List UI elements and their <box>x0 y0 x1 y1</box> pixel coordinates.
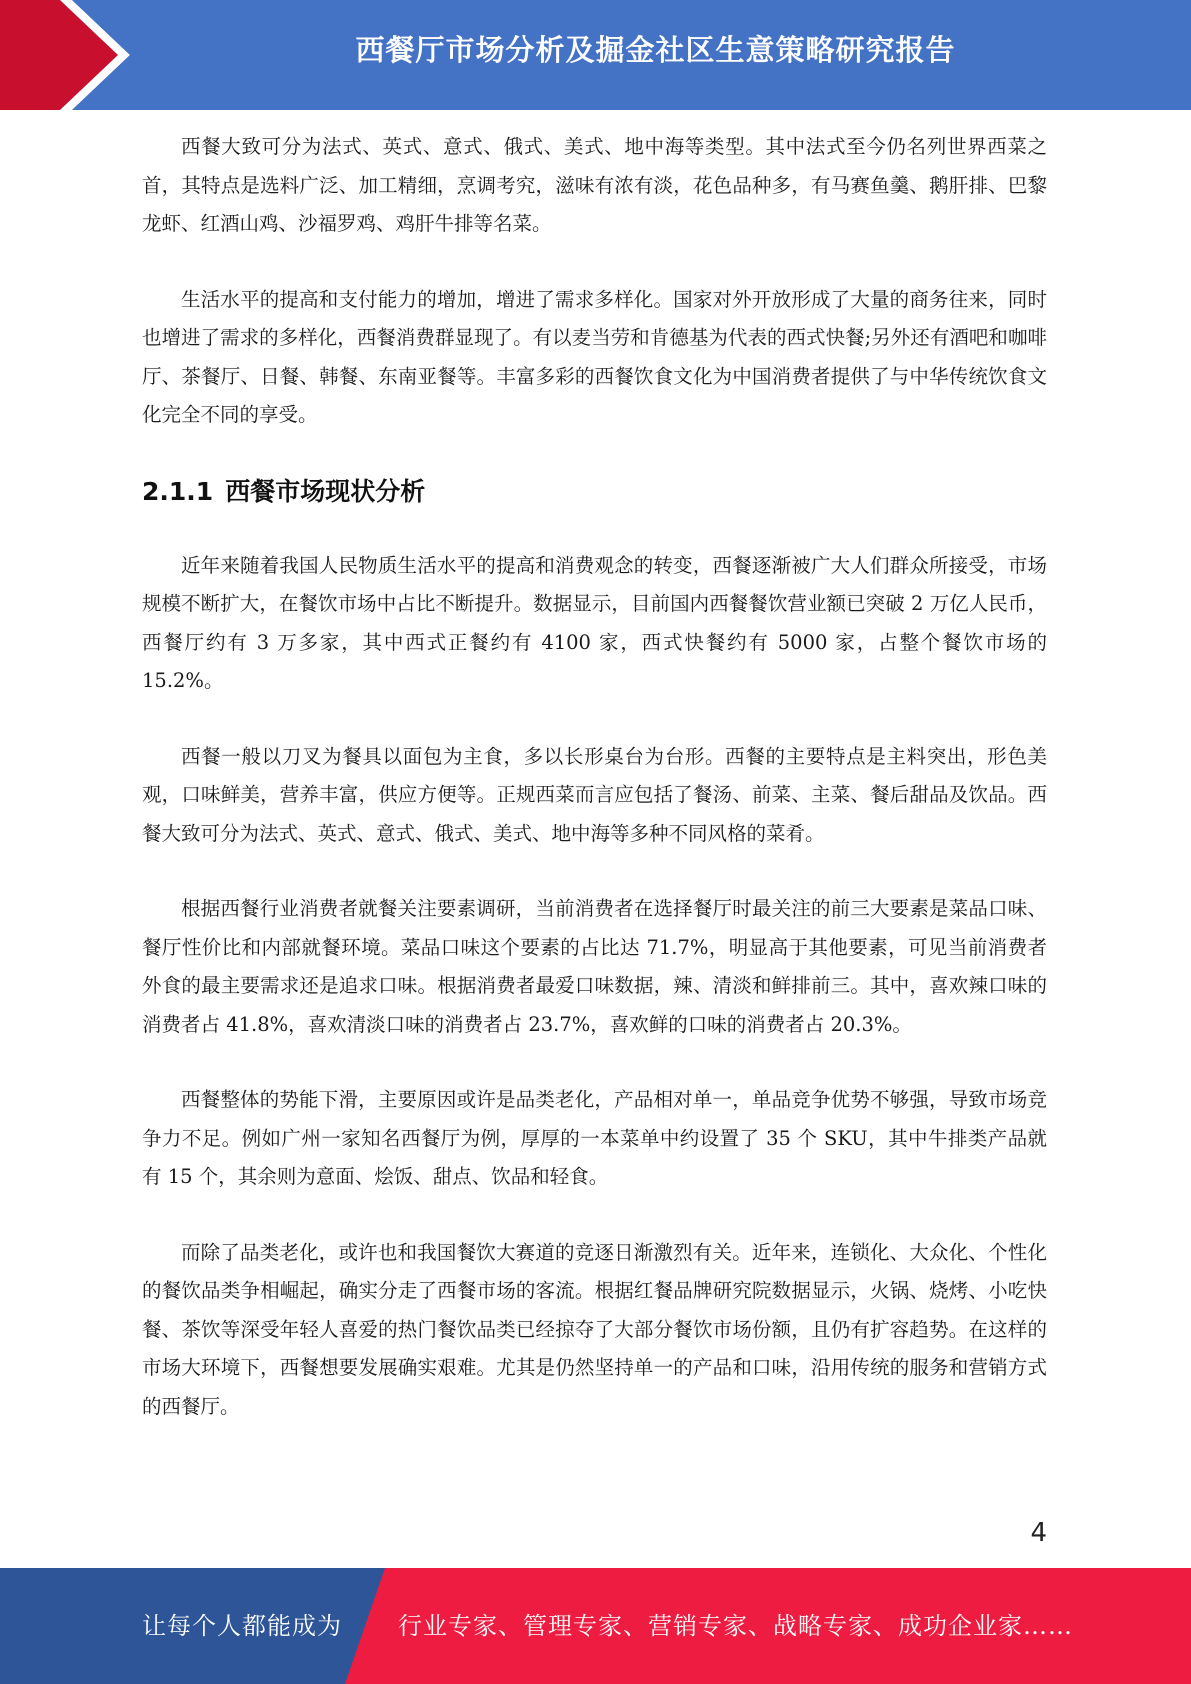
document-title: 西餐厅市场分析及掘金社区生意策略研究报告 <box>355 33 956 67</box>
footer-slogan-left: 让每个人都能成为 <box>142 1612 342 1640</box>
paragraph: 根据西餐行业消费者就餐关注要素调研，当前消费者在选择餐厅时最关注的前三大要素是菜品口味、餐厅性价比和内部就餐环境。菜品口味这个要素的占比达 71.7%，明显高于其他要素，可见当前消费者外食的最主要需求还是追求口味。根据消费者最爱口味数据，辣、清淡和鲜排前三。其中，喜欢辣口味的消费者占 41.8%，喜欢清淡口味的消费者占 23.7%，喜欢鲜的口味的消费者占 20.3%。 <box>142 897 1047 1036</box>
paragraph: 西餐整体的势能下滑，主要原因或许是品类老化，产品相对单一，单品竞争优势不够强，导致市场竞争力不足。例如广州一家知名西餐厅为例，厚厚的一本菜单中约设置了 35 个 SKU，其中牛排类产品就有 15 个，其余则为意面、烩饭、甜点、饮品和轻食。 <box>142 1088 1047 1188</box>
paragraph: 生活水平的提高和支付能力的增加，增进了需求多样化。国家对外开放形成了大量的商务往来，同时也增进了需求的多样化，西餐消费群显现了。有以麦当劳和肯德基为代表的西式快餐;另外还有酒吧和咖啡厅、茶餐厅、日餐、韩餐、东南亚餐等。丰富多彩的西餐饮食文化为中国消费者提供了与中华传统饮食文化完全不同的享受。 <box>142 287 1047 426</box>
paragraph: 西餐大致可分为法式、英式、意式、俄式、美式、地中海等类型。其中法式至今仍名列世界西菜之首，其特点是选料广泛、加工精细，烹调考究，滋味有浓有淡，花色品种多，有马赛鱼羹、鹅肝排、巴黎龙虾、红酒山鸡、沙福罗鸡、鸡肝牛排等名菜。 <box>142 135 1047 235</box>
section-number: 2.1.1 <box>142 476 214 506</box>
document-body <box>142 128 1047 1463</box>
paragraph: 西餐一般以刀叉为餐具以面包为主食，多以长形桌台为台形。西餐的主要特点是主料突出，形色美观，口味鲜美，营养丰富，供应方便等。正规西菜而言应包括了餐汤、前菜、主菜、餐后甜品及饮品。西餐大致可分为法式、英式、意式、俄式、美式、地中海等多种不同风格的菜肴。 <box>142 744 1047 845</box>
paragraph: 而除了品类老化，或许也和我国餐饮大赛道的竞逐日渐激烈有关。近年来，连锁化、大众化、个性化的餐饮品类争相崛起，确实分走了西餐市场的客流。根据红餐品牌研究院数据显示，火锅、烧烤、小吃快餐、茶饮等深受年轻人喜爱的热门餐饮品类已经掠夺了大部分餐饮市场份额，且仍有扩容趋势。在这样的市场大环境下，西餐想要发展确实艰难。尤其是仍然坚持单一的产品和口味，沿用传统的服务和营销方式的西餐厅。 <box>142 1240 1047 1418</box>
page-footer <box>0 1568 1191 1684</box>
header-arrow-decoration <box>0 0 150 110</box>
page-header <box>0 0 1191 110</box>
paragraph: 近年来随着我国人民物质生活水平的提高和消费观念的转变，西餐逐渐被广大人们群众所接受，市场规模不断扩大，在餐饮市场中占比不断提升。数据显示，目前国内西餐餐饮营业额已突破 2 万亿人民币，西餐厅约有 3 万多家，其中西式正餐约有 4100 家，西式快餐约有 5000 家，占整个餐饮市场的 15.2%。 <box>142 553 1047 692</box>
section-title: 西餐市场现状分析 <box>225 476 426 506</box>
section-heading <box>142 472 1047 512</box>
footer-slogan-right: 行业专家、管理专家、营销专家、战略专家、成功企业家…… <box>398 1612 1073 1640</box>
page-number: 4 <box>1030 1518 1047 1548</box>
